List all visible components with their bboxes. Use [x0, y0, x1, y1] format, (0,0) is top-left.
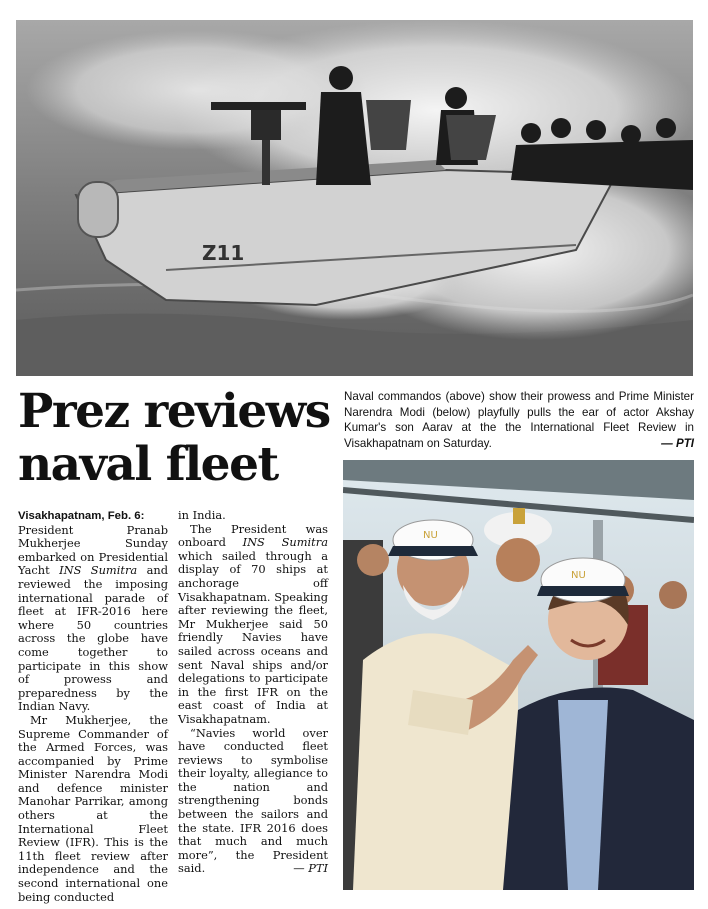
article-paragraph-2-continued: in India.: [178, 508, 226, 522]
caption-text: Naval commandos (above) show their prowess and Prime Minister Narendra Modi (below) playfully pulls the ear of actor Akshay Kumar's son Aarav at the the International Fleet Review in Visakhapatnam on Saturday.: [344, 390, 694, 450]
boat-number: Z11: [202, 241, 245, 265]
modi-aarav-illustration: [343, 460, 694, 890]
photo-caption: [344, 389, 694, 451]
paragraph-3-text-a: The President was onboard: [178, 521, 328, 550]
paragraph-1-text-a: President Pranab Mukherjee Sunday embarked on Presidential Yacht: [18, 522, 168, 578]
article-paragraph-2: Mr Mukherjee, the Supreme Commander of the Armed Forces, was accompanied by Prime Minister Narendra Modi and defence minister Manohar Parrikar, among others at the International Fleet Review (IFR). This is the 11th fleet review after independence and the second international one being conducted: [18, 712, 168, 904]
headline-line-1: Prez reviews: [18, 384, 330, 439]
ship-name: INS Sumitra: [59, 563, 138, 578]
paragraph-4-text: “Navies world over have conducted fleet reviews to symbolise their loyalty, allegiance to the nation and strengthening bonds between the sailors and the state. IFR 2016 does that much and much more”, the President said.: [178, 725, 328, 876]
article-paragraph-1: [18, 509, 168, 714]
cap-emblem-right: NU: [571, 570, 586, 581]
headline: [18, 385, 334, 491]
photo-naval-commandos: [16, 20, 693, 376]
article-credit: — PTI: [293, 861, 328, 876]
article-column-1: [18, 509, 168, 904]
naval-commandos-illustration: [16, 20, 693, 376]
headline-line-2: naval fleet: [18, 437, 278, 492]
ship-name: INS Sumitra: [242, 535, 328, 550]
paragraph-3-text-b: which sailed through a display of 70 ships at anchorage off Visakhapatnam. Speaking after reviewing the fleet, Mr Mukherjee said 50 friendly Navies have sailed across oceans and sent Naval ships and/or delegations to participate in the first IFR on the east coast of India at Visakhapatnam.: [178, 548, 328, 726]
cap-emblem-left: NU: [423, 530, 438, 541]
article-paragraph-3: [178, 523, 328, 727]
paragraph-1-text-b: and reviewed the imposing international parade of fleet at IFR-2016 here where 50 countries across the globe have come together to participate in this show of prowess and preparedness by the Indian Navy.: [18, 563, 168, 714]
caption-credit: — PTI: [661, 436, 694, 450]
dateline: Visakhapatnam, Feb. 6:: [18, 510, 145, 522]
photo-modi-aarav: [343, 460, 694, 890]
article-paragraph-4: [178, 727, 328, 877]
article-column-2: [178, 509, 328, 876]
